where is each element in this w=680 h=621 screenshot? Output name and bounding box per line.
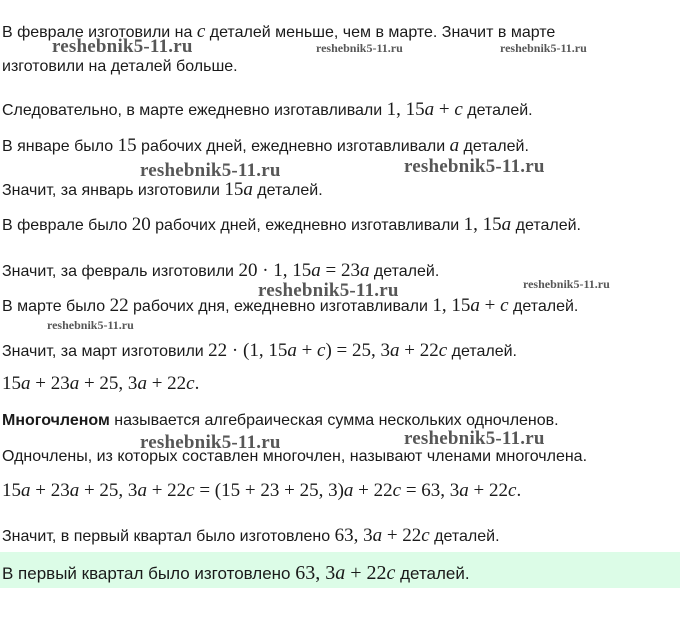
watermark: reshebnik5-11.ru bbox=[500, 41, 587, 55]
text-line: Значит, за февраль изготовили 20 · 1, 15a = 23a деталей. bbox=[2, 260, 440, 281]
watermark: reshebnik5-11.ru bbox=[523, 277, 610, 291]
watermark: reshebnik5-11.ru bbox=[140, 160, 281, 181]
watermark: reshebnik5-11.ru bbox=[140, 432, 281, 453]
text-line: Значит, за январь изготовили 15a деталей. bbox=[2, 179, 323, 200]
watermark: reshebnik5-11.ru bbox=[258, 280, 399, 301]
watermark: reshebnik5-11.ru bbox=[404, 156, 545, 177]
text-line: В феврале было 20 рабочих дней, ежедневно изготавливали 1, 15a деталей. bbox=[2, 214, 581, 235]
definition-line: Многочленом называется алгебраическая сумма нескольких одночленов. bbox=[2, 412, 559, 429]
watermark: reshebnik5-11.ru bbox=[47, 318, 134, 332]
text-line: Значит, в первый квартал было изготовлено 63, 3a + 22c деталей. bbox=[2, 525, 500, 546]
text-line: В марте было 22 рабочих дня, ежедневно изготавливали 1, 15a + c деталей. bbox=[2, 295, 579, 316]
text-line: Значит, за март изготовили 22 · (1, 15a + c) = 25, 3a + 22c деталей. bbox=[2, 340, 517, 361]
answer-line: В первый квартал было изготовлено 63, 3a + 22c деталей. bbox=[2, 562, 470, 584]
formula-line: 15a + 23a + 25, 3a + 22c. bbox=[2, 373, 200, 394]
text-line: Одночлены, из которых составлен многочлен, называют членами многочлена. bbox=[2, 448, 588, 465]
text-line: Следовательно, в марте ежедневно изготавливали 1, 15a + c деталей. bbox=[2, 99, 533, 120]
text-line: изготовили на деталей больше. bbox=[2, 58, 238, 75]
watermark: reshebnik5-11.ru bbox=[404, 428, 545, 449]
text-line: В январе было 15 рабочих дней, ежедневно изготавливали a деталей. bbox=[2, 135, 529, 156]
text-line: В феврале изготовили на c деталей меньше, чем в марте. Значит в марте bbox=[2, 21, 556, 42]
formula-line: 15a + 23a + 25, 3a + 22c = (15 + 23 + 25, 3)a + 22c = 63, 3a + 22c. bbox=[2, 480, 522, 501]
watermark: reshebnik5-11.ru bbox=[52, 36, 193, 57]
watermark: reshebnik5-11.ru bbox=[316, 41, 403, 55]
